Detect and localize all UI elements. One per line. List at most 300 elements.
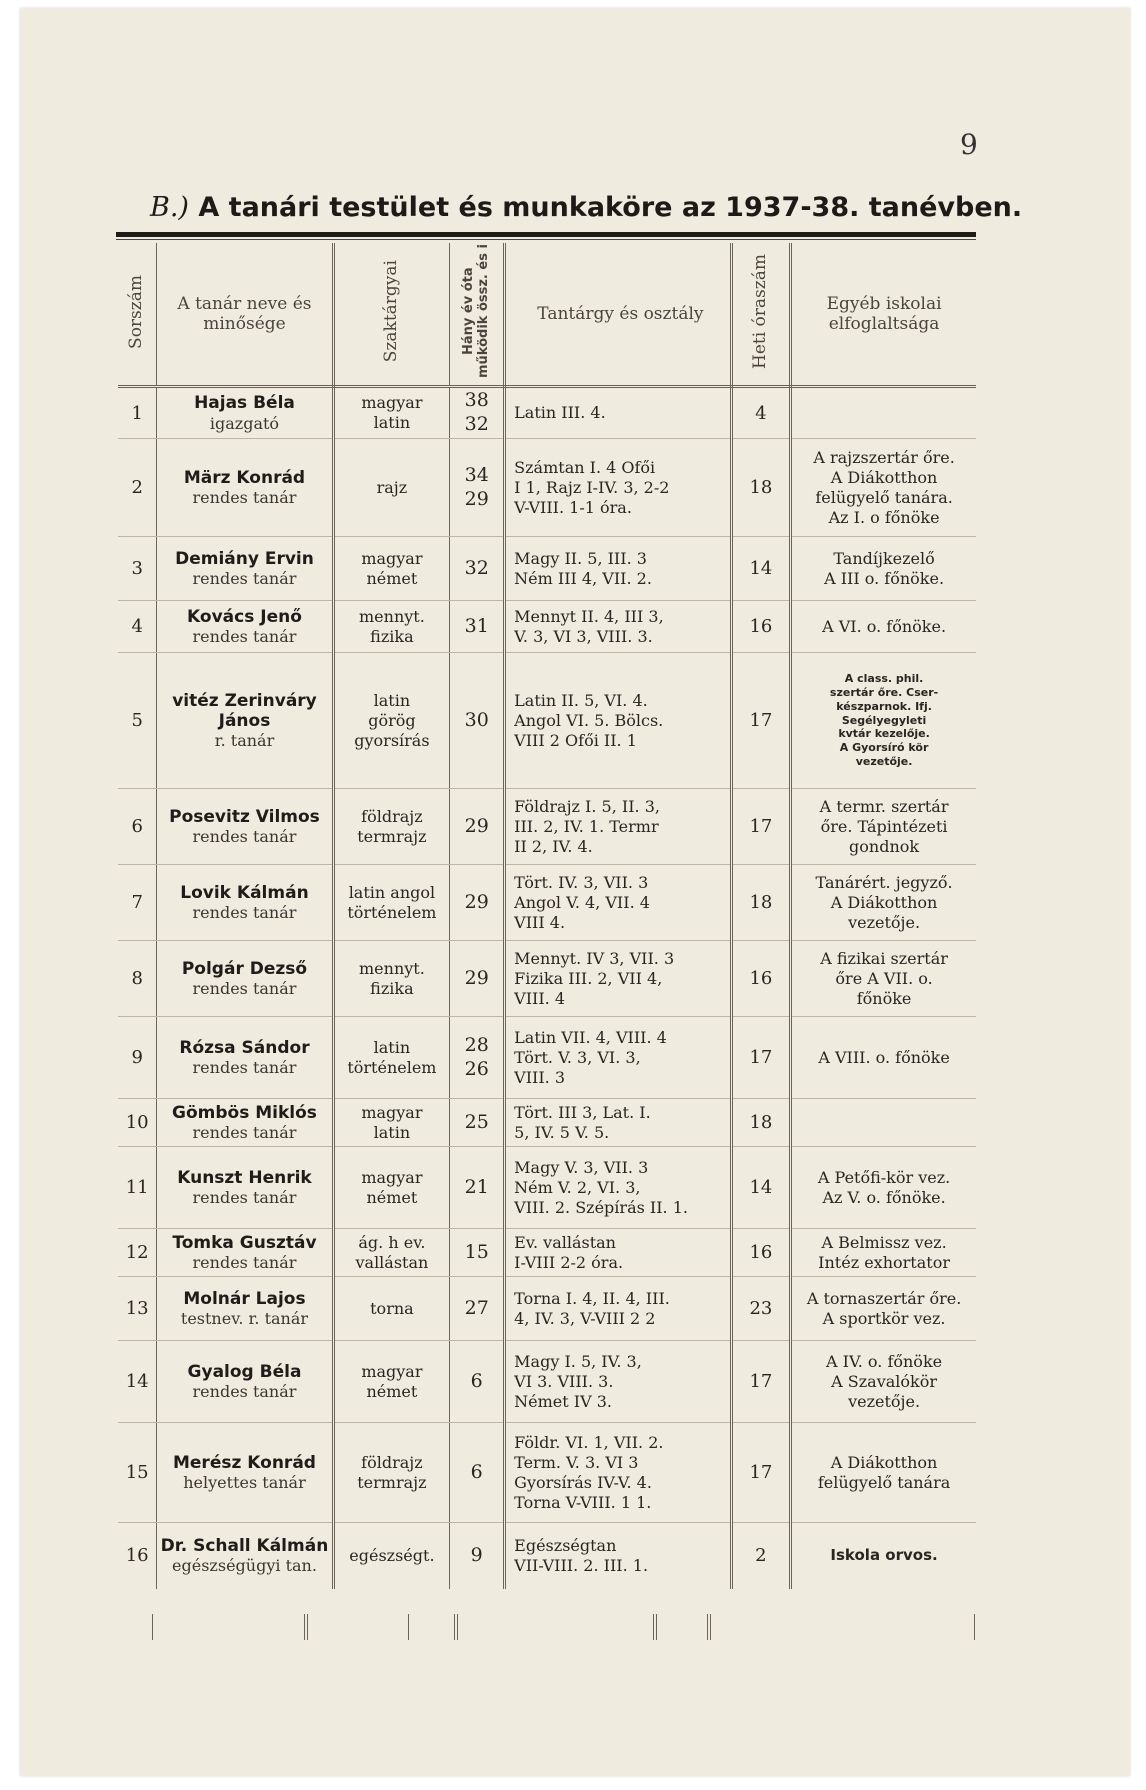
table-row	[118, 537, 976, 601]
course-line: Torna V-VIII. 1 1.	[514, 1492, 652, 1512]
weekly-hours: 17	[731, 789, 790, 865]
course-line: VIII. 4	[514, 988, 566, 1008]
other-line: A VI. o. főnöke.	[822, 616, 947, 636]
header-hours: Heti óraszám	[731, 243, 790, 387]
subject-line: mennyt.	[359, 958, 425, 978]
course-line: Latin II. 5, VI. 4.	[514, 690, 648, 710]
weekly-hours: 4	[731, 387, 790, 439]
title-rule-thin	[116, 239, 976, 240]
other-line: A III o. főnöke.	[824, 568, 945, 588]
table-tail	[118, 1614, 976, 1640]
course-line: I 1, Rajz I-IV. 3, 2-2	[514, 477, 670, 497]
years-value: 38	[464, 389, 489, 412]
course-line: II 2, IV. 4.	[514, 836, 593, 856]
weekly-hours: 18	[731, 865, 790, 941]
other-duties-cell	[791, 537, 976, 601]
teacher-rank: egészségügyi tan.	[172, 1556, 317, 1576]
course-line: VI 3. VIII. 3.	[514, 1371, 614, 1391]
course-line: Magy V. 3, VII. 3	[514, 1157, 649, 1177]
course-cell	[505, 1423, 732, 1523]
years-value: 28	[464, 1033, 489, 1056]
years-cell	[450, 1229, 505, 1277]
teacher-name: Tomka Gusztáv	[172, 1232, 317, 1253]
table-row	[118, 1523, 976, 1589]
course-line: Ném V. 2, VI. 3,	[514, 1177, 641, 1197]
subjects-cell	[333, 1341, 450, 1423]
teacher-cell	[157, 1523, 333, 1589]
teacher-rank: rendes tanár	[192, 1123, 297, 1143]
years-value: 9	[470, 1543, 483, 1566]
table-row	[118, 1147, 976, 1229]
teacher-name: Gömbös Miklós	[172, 1102, 317, 1123]
other-line: őre A VII. o.	[835, 968, 933, 988]
header-other: Egyéb iskolai elfoglaltsága	[791, 243, 976, 387]
course-line: Latin III. 4.	[514, 403, 606, 422]
title-text: A tanári testület és munkaköre az 1937-38. tanévben.	[198, 192, 1023, 223]
teacher-name: März Konrád	[183, 467, 306, 488]
weekly-hours: 17	[731, 1423, 790, 1523]
course-cell	[505, 789, 732, 865]
years-cell	[450, 653, 505, 789]
years-cell	[450, 1423, 505, 1523]
course-line: III. 2, IV. 1. Termr	[514, 816, 659, 836]
teacher-cell	[157, 439, 333, 537]
subject-line: gyorsírás	[354, 730, 430, 750]
years-cell	[450, 1341, 505, 1423]
other-line: vezetője.	[848, 1391, 921, 1411]
other-line: A Diákotthon	[830, 1452, 938, 1472]
other-duties-cell	[791, 439, 976, 537]
other-line: készparnok. Ifj.	[836, 699, 932, 713]
years-cell	[450, 865, 505, 941]
teacher-rank: r. tanár	[214, 731, 275, 751]
years-value: 29	[464, 814, 489, 837]
row-number: 14	[118, 1341, 157, 1423]
course-cell	[505, 387, 732, 439]
course-line: 5, IV. 5 V. 5.	[514, 1122, 610, 1142]
teacher-name: Lovik Kálmán	[180, 882, 309, 903]
teacher-cell	[157, 865, 333, 941]
years-value: 27	[464, 1296, 489, 1319]
course-line: Latin VII. 4, VIII. 4	[514, 1027, 667, 1047]
other-line: főnöke	[856, 988, 912, 1008]
subjects-cell	[333, 1229, 450, 1277]
subjects-cell	[333, 1017, 450, 1099]
table-row	[118, 653, 976, 789]
other-duties-cell	[791, 1523, 976, 1589]
subject-line: görög	[368, 710, 416, 730]
subject-line: rajz	[376, 477, 408, 497]
course-line: Földrajz I. 5, II. 3,	[514, 796, 660, 816]
subject-line: történelem	[347, 1057, 437, 1077]
years-value: 25	[464, 1110, 489, 1133]
row-number: 11	[118, 1147, 157, 1229]
other-line: Tanárért. jegyző.	[815, 872, 953, 892]
course-cell	[505, 1277, 732, 1341]
other-duties-cell	[791, 1423, 976, 1523]
table-row	[118, 1341, 976, 1423]
teacher-cell	[157, 537, 333, 601]
years-value: 21	[464, 1175, 489, 1198]
subjects-cell	[333, 1423, 450, 1523]
subject-line: német	[366, 568, 418, 588]
other-duties-cell	[791, 601, 976, 653]
teacher-rank: rendes tanár	[192, 827, 297, 847]
course-line: V. 3, VI 3, VIII. 3.	[514, 626, 653, 646]
course-cell	[505, 1523, 732, 1589]
subject-line: magyar	[361, 1361, 423, 1381]
other-line: gondnok	[849, 836, 920, 856]
teacher-cell	[157, 1147, 333, 1229]
other-line: A class. phil.	[844, 672, 924, 686]
subjects-cell	[333, 439, 450, 537]
course-line: VIII. 2. Szépírás II. 1.	[514, 1197, 688, 1217]
teacher-rank: rendes tanár	[192, 903, 297, 923]
other-duties-cell	[791, 653, 976, 789]
weekly-hours: 16	[731, 601, 790, 653]
other-line: vezetője.	[855, 754, 913, 768]
teacher-cell	[157, 601, 333, 653]
course-cell	[505, 439, 732, 537]
header-course: Tantárgy és osztály	[505, 243, 732, 387]
other-line: felügyelő tanára	[817, 1472, 951, 1492]
subjects-cell	[333, 387, 450, 439]
course-line: 4, IV. 3, V-VIII 2 2	[514, 1308, 656, 1328]
row-number: 2	[118, 439, 157, 537]
other-line: A tornaszertár őre.	[806, 1288, 962, 1308]
course-line: Term. V. 3. VI 3	[514, 1452, 639, 1472]
course-cell	[505, 601, 732, 653]
row-number: 16	[118, 1523, 157, 1589]
other-line: A Gyorsíró kör	[839, 741, 929, 755]
title-prefix: B.)	[150, 192, 189, 223]
other-duties-cell	[791, 1017, 976, 1099]
teacher-name: Demiány Ervin	[175, 548, 314, 569]
teacher-name: Gyalog Béla	[187, 1361, 302, 1382]
subject-line: történelem	[347, 902, 437, 922]
teacher-rank: igazgató	[209, 413, 280, 433]
other-duties-cell	[791, 1341, 976, 1423]
other-line: A fizikai szertár	[820, 948, 948, 968]
subjects-cell	[333, 1147, 450, 1229]
teacher-name: Merész Konrád	[172, 1452, 316, 1473]
subject-line: egészségt.	[349, 1545, 435, 1565]
teacher-cell	[157, 1017, 333, 1099]
subject-line: latin	[373, 1122, 411, 1142]
subjects-cell	[333, 865, 450, 941]
weekly-hours: 16	[731, 1229, 790, 1277]
header-years: Hány év óta működik össz. és i	[450, 243, 505, 387]
row-number: 12	[118, 1229, 157, 1277]
subject-line: mennyt.	[359, 606, 425, 626]
teacher-name: Rózsa Sándor	[179, 1037, 310, 1058]
years-value: 29	[464, 890, 489, 913]
weekly-hours: 18	[731, 1099, 790, 1147]
course-line: Tört. IV. 3, VII. 3	[514, 872, 649, 892]
weekly-hours: 17	[731, 1341, 790, 1423]
course-line: Magy I. 5, IV. 3,	[514, 1351, 642, 1371]
other-line: Iskola orvos.	[830, 1546, 938, 1565]
other-line: A VIII. o. főnöke	[818, 1047, 950, 1067]
course-cell	[505, 941, 732, 1017]
other-duties-cell	[791, 1147, 976, 1229]
teacher-rank: rendes tanár	[192, 979, 297, 999]
course-cell	[505, 537, 732, 601]
table-row	[118, 601, 976, 653]
teacher-rank: rendes tanár	[192, 1382, 297, 1402]
subject-line: magyar	[361, 548, 423, 568]
course-line: Ev. vallástan	[514, 1232, 616, 1252]
years-value: 15	[464, 1240, 489, 1263]
other-line: vezetője.	[848, 912, 921, 932]
subject-line: magyar	[361, 1102, 423, 1122]
other-duties-cell	[791, 387, 976, 439]
other-line: szertár őre. Cser-	[829, 686, 939, 700]
other-line: Segélyegyleti	[841, 713, 927, 727]
table-row	[118, 789, 976, 865]
teacher-name: Kovács Jenő	[187, 606, 302, 627]
other-duties-cell	[791, 1229, 976, 1277]
weekly-hours: 23	[731, 1277, 790, 1341]
teacher-cell	[157, 1229, 333, 1277]
header-name: A tanár neve és minősége	[157, 243, 333, 387]
course-line: Német IV 3.	[514, 1391, 613, 1411]
course-line: VIII. 3	[514, 1067, 566, 1087]
subjects-cell	[333, 1523, 450, 1589]
table-row	[118, 439, 976, 537]
teacher-name: Polgár Dezső	[181, 958, 308, 979]
course-line: VIII 4.	[514, 912, 566, 932]
years-value: 32	[464, 556, 489, 579]
table-row	[118, 1229, 976, 1277]
teacher-rank: rendes tanár	[192, 1058, 297, 1078]
other-duties-cell	[791, 941, 976, 1017]
course-cell	[505, 1341, 732, 1423]
staff-table	[118, 243, 976, 1589]
teacher-cell	[157, 1099, 333, 1147]
weekly-hours: 14	[731, 537, 790, 601]
other-duties-cell	[791, 1099, 976, 1147]
other-line: A rajzszertár őre.	[813, 447, 955, 467]
table-row	[118, 1099, 976, 1147]
teacher-rank: helyettes tanár	[183, 1473, 306, 1493]
other-duties-cell	[791, 789, 976, 865]
course-line: Számtan I. 4 Ofői	[514, 457, 656, 477]
teacher-name: Posevitz Vilmos	[169, 806, 320, 827]
weekly-hours: 2	[731, 1523, 790, 1589]
other-line: A Szavalókör	[831, 1371, 937, 1391]
row-number: 3	[118, 537, 157, 601]
other-line: Tandíjkezelő	[833, 548, 935, 568]
header-subject: Szaktárgyai	[333, 243, 450, 387]
years-value: 29	[464, 487, 489, 510]
course-line: Torna I. 4, II. 4, III.	[514, 1288, 670, 1308]
course-cell	[505, 1017, 732, 1099]
subject-line: fizika	[370, 978, 414, 998]
subject-line: torna	[370, 1298, 414, 1318]
row-number: 15	[118, 1423, 157, 1523]
page-number: 9	[960, 128, 978, 161]
years-cell	[450, 537, 505, 601]
other-duties-cell	[791, 1277, 976, 1341]
weekly-hours: 16	[731, 941, 790, 1017]
page-title	[150, 192, 1050, 223]
teacher-name: Molnár Lajos	[183, 1288, 306, 1309]
other-line: őre. Tápintézeti	[820, 816, 948, 836]
years-cell	[450, 387, 505, 439]
course-line: Tört. V. 3, VI. 3,	[514, 1047, 641, 1067]
subject-line: ág. h ev.	[358, 1232, 426, 1252]
other-line: felügyelő tanára.	[815, 487, 953, 507]
row-number: 6	[118, 789, 157, 865]
course-line: Földr. VI. 1, VII. 2.	[514, 1432, 664, 1452]
subject-line: földrajz	[361, 806, 423, 826]
subject-line: német	[366, 1381, 418, 1401]
row-number: 1	[118, 387, 157, 439]
teacher-cell	[157, 1341, 333, 1423]
weekly-hours: 17	[731, 1017, 790, 1099]
course-line: Fizika III. 2, VII 4,	[514, 968, 663, 988]
subjects-cell	[333, 1277, 450, 1341]
course-line: Mennyt II. 4, III 3,	[514, 606, 664, 626]
table-row	[118, 941, 976, 1017]
subject-line: vallástan	[355, 1252, 429, 1272]
teacher-rank: rendes tanár	[192, 627, 297, 647]
other-line: A Diákotthon	[830, 892, 938, 912]
subject-line: földrajz	[361, 1452, 423, 1472]
years-cell	[450, 601, 505, 653]
teacher-cell	[157, 941, 333, 1017]
table-row	[118, 865, 976, 941]
course-line: V-VIII. 1-1 óra.	[514, 497, 632, 517]
course-line: Angol VI. 5. Bölcs.	[514, 710, 664, 730]
row-number: 4	[118, 601, 157, 653]
row-number: 5	[118, 653, 157, 789]
course-line: Magy II. 5, III. 3	[514, 548, 647, 568]
other-duties-cell	[791, 865, 976, 941]
teacher-name: Hajas Béla	[194, 393, 295, 414]
other-line: A Diákotthon	[830, 467, 938, 487]
subject-line: latin angol	[348, 882, 436, 902]
years-value: 6	[470, 1369, 483, 1392]
teacher-name: Dr. Schall Kálmán	[160, 1535, 329, 1556]
table-row	[118, 1017, 976, 1099]
course-line: I-VIII 2-2 óra.	[514, 1252, 624, 1272]
subjects-cell	[333, 653, 450, 789]
subject-line: latin	[373, 1037, 411, 1057]
subject-line: latin	[373, 690, 411, 710]
subject-line: fizika	[370, 626, 414, 646]
teacher-cell	[157, 1277, 333, 1341]
subject-line: termrajz	[357, 826, 427, 846]
years-cell	[450, 439, 505, 537]
other-line: Az I. o főnöke	[828, 507, 940, 527]
row-number: 8	[118, 941, 157, 1017]
subjects-cell	[333, 537, 450, 601]
years-cell	[450, 941, 505, 1017]
row-number: 13	[118, 1277, 157, 1341]
row-number: 7	[118, 865, 157, 941]
years-value: 26	[464, 1057, 489, 1080]
title-rule	[116, 232, 976, 237]
teacher-cell	[157, 387, 333, 439]
teacher-cell	[157, 789, 333, 865]
weekly-hours: 17	[731, 653, 790, 789]
weekly-hours: 14	[731, 1147, 790, 1229]
teacher-cell	[157, 1423, 333, 1523]
subject-line: latin	[373, 413, 411, 432]
years-value: 29	[464, 966, 489, 989]
teacher-name: Kunszt Henrik	[177, 1167, 312, 1188]
years-value: 31	[464, 614, 489, 637]
course-line: VII-VIII. 2. III. 1.	[514, 1555, 649, 1575]
course-line: Mennyt. IV 3, VII. 3	[514, 948, 675, 968]
subjects-cell	[333, 601, 450, 653]
years-value: 34	[464, 463, 489, 486]
other-line: A IV. o. főnöke	[826, 1351, 943, 1371]
weekly-hours: 18	[731, 439, 790, 537]
years-cell	[450, 1523, 505, 1589]
subject-line: magyar	[361, 1167, 423, 1187]
subject-line: magyar	[361, 393, 423, 412]
row-number: 9	[118, 1017, 157, 1099]
header-num: Sorszám	[118, 243, 157, 387]
course-line: Ném III 4, VII. 2.	[514, 568, 652, 588]
course-line: Angol V. 4, VII. 4	[514, 892, 650, 912]
other-line: A termr. szertár	[819, 796, 949, 816]
course-line: Tört. III 3, Lat. I.	[514, 1102, 651, 1122]
teacher-rank: testnev. r. tanár	[180, 1309, 309, 1329]
course-line: VIII 2 Ofői II. 1	[514, 730, 637, 750]
years-cell	[450, 1147, 505, 1229]
years-value: 30	[464, 708, 489, 731]
subjects-cell	[333, 941, 450, 1017]
other-line: A Belmissz vez.	[821, 1232, 947, 1252]
table-row	[118, 1423, 976, 1523]
teacher-rank: rendes tanár	[192, 488, 297, 508]
course-line: Gyorsírás IV-V. 4.	[514, 1472, 652, 1492]
table-row	[118, 1277, 976, 1341]
course-cell	[505, 1229, 732, 1277]
course-cell	[505, 1099, 732, 1147]
teacher-cell	[157, 653, 333, 789]
other-line: A sportkör vez.	[822, 1308, 946, 1328]
table-row	[118, 387, 976, 439]
years-cell	[450, 1277, 505, 1341]
teacher-rank: rendes tanár	[192, 569, 297, 589]
years-value: 6	[470, 1460, 483, 1483]
teacher-rank: rendes tanár	[192, 1188, 297, 1208]
subject-line: német	[366, 1187, 418, 1207]
other-line: A Petőfi-kör vez.	[817, 1167, 951, 1187]
other-line: Intéz exhortator	[818, 1252, 950, 1272]
other-line: Az V. o. főnöke.	[822, 1187, 946, 1207]
years-cell	[450, 789, 505, 865]
other-line: kvtár kezelője.	[838, 727, 930, 741]
course-cell	[505, 1147, 732, 1229]
years-cell	[450, 1017, 505, 1099]
course-cell	[505, 653, 732, 789]
teacher-name: vitéz Zerinváry János	[172, 690, 317, 731]
subjects-cell	[333, 789, 450, 865]
row-number: 10	[118, 1099, 157, 1147]
course-line: Egészségtan	[514, 1535, 617, 1555]
subjects-cell	[333, 1099, 450, 1147]
course-cell	[505, 865, 732, 941]
teacher-rank: rendes tanár	[192, 1253, 297, 1273]
years-value: 32	[464, 413, 489, 435]
subject-line: termrajz	[357, 1472, 427, 1492]
